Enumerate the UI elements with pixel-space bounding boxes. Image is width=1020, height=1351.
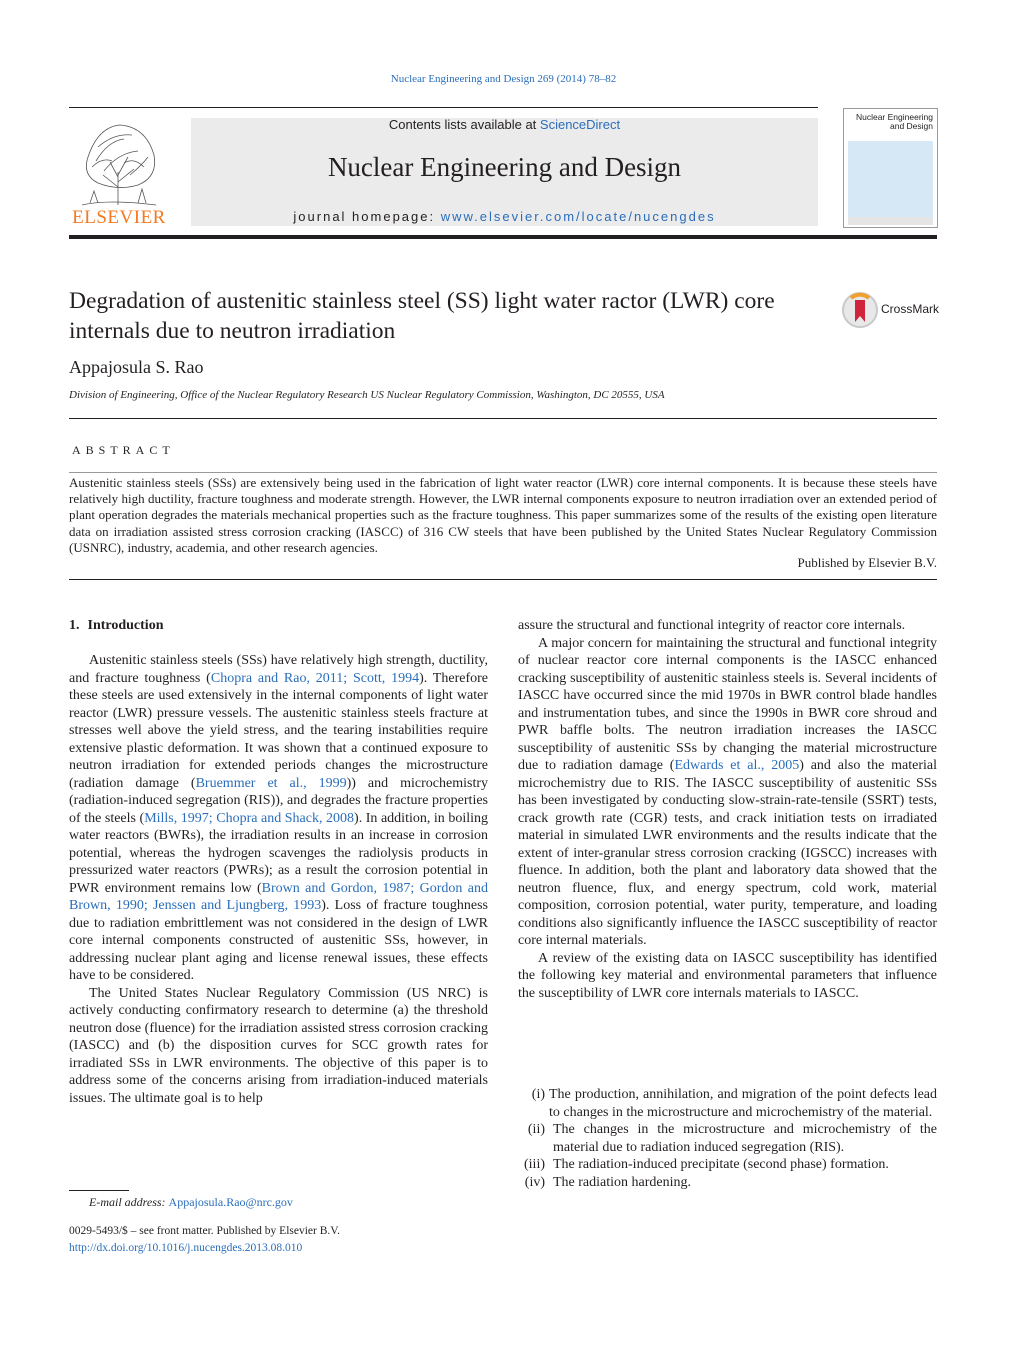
- list-number: (iv): [524, 1174, 545, 1190]
- paragraph: [518, 635, 937, 950]
- list-number: (iii): [524, 1157, 545, 1172]
- author-name: Appajosula S. Rao: [69, 357, 204, 377]
- footnote-rule: [69, 1190, 129, 1191]
- parameter-list: [518, 1086, 937, 1191]
- crossmark-badge[interactable]: [841, 290, 941, 330]
- list-number: (ii): [527, 1122, 545, 1137]
- list-text: The production, annihilation, and migration of the point defects lead to changes in the microstructure and microchemistry of the material.: [549, 1087, 937, 1120]
- citation-link[interactable]: Edwards et al., 2005: [674, 758, 800, 773]
- journal-cover-thumbnail: [843, 108, 938, 228]
- published-by: Published by Elsevier B.V.: [797, 555, 937, 570]
- text-run: A major concern for maintaining the structural and functional integrity of nuclear reactor core internal components is the IASCC enhanced cracking susceptibility of austenitic stainless steels is. Several incidents of IASCC have occurred since the mid 1970s in BWR control blade handles and instrumentation tubes, and since the 1990s in BWR core shroud and PWR baffle bolts. The neutron irradiation increases the IASCC susceptibility of austenitic SSs by changing the material microstructure due to radiation damage (: [518, 635, 937, 773]
- text-run: ). In addition, in boiling water reactors (BWRs), the irradiation results in an increase in corrosion potential, whereas the hydrogen scavenges the radiolysis products in pressurized water reactors (PWRs); as a result the corrosion potential in PWR environment remains low (: [69, 810, 489, 896]
- paragraph: assure the structural and functional integrity of reactor core internals.: [518, 618, 906, 633]
- cover-graphic: [848, 141, 933, 217]
- text-run: Austenitic stainless steels (SSs) have relatively high strength, ductility, and fracture toughness (: [69, 653, 488, 686]
- paragraph: [69, 652, 488, 985]
- contents-prefix: Contents lists available at: [388, 117, 540, 132]
- homepage-label: journal homepage:: [293, 209, 441, 224]
- crossmark-icon: [841, 290, 879, 330]
- left-column: [69, 652, 488, 1107]
- list-text: The radiation hardening.: [553, 1174, 692, 1190]
- sciencedirect-link[interactable]: ScienceDirect: [539, 117, 621, 132]
- list-item: [518, 1086, 937, 1121]
- contents-line: [191, 117, 818, 132]
- issn-line: 0029-5493/$ – see front matter. Published by Elsevier B.V.: [69, 1225, 340, 1237]
- doi-link[interactable]: http://dx.doi.org/10.1016/j.nucengdes.2013.08.010: [69, 1242, 303, 1254]
- cover-footer: [848, 217, 933, 225]
- text-run: )) and microchemistry (radiation-induced segregation (RIS)), and degrades the fracture properties of the steels (: [69, 775, 488, 826]
- paragraph: A review of the existing data on IASCC susceptibility has identified the following key material and environmental parameters that influence the susceptibility of LWR core internals materials to IASCC.: [518, 950, 937, 1001]
- abstract-head-rule: [69, 472, 937, 473]
- abstract-bottom-rule: [69, 579, 937, 580]
- abstract-top-rule: [69, 418, 937, 419]
- section-number: 1.: [69, 618, 80, 633]
- paragraph: The United States Nuclear Regulatory Commission (US NRC) is actively conducting confirmatory research to determine (a) the threshold neutron dose (fluence) for the irradiation assisted stress corrosion cracking (IASCC) and (b) the disposition curves for SCC growth rates for irradiated SSs in LWR environments. The objective of this paper is to address some of the concerns arising from irradiation-induced materials issues. The ultimate goal is to help: [69, 985, 488, 1106]
- abstract-text: Austenitic stainless steels (SSs) are extensively being used in the fabrication of light water reactor (LWR) core internal components. It is because these steels have relatively high ductility, fracture toughness and moderate strength. However, the LWR internal components exposure to neutron irradiation over an extended period of plant operation degrades the materials mechanical properties such as the fracture toughness. This paper summarizes some of the results of the existing open literature data on irradiation assisted stress corrosion cracking (IASCC) of 316 CW steels that have been published by the United States Nuclear Regulatory Commission (USNRC), industry, academia, and other research agencies.: [69, 475, 937, 555]
- right-column: [518, 617, 937, 1002]
- author-email: [89, 1195, 293, 1210]
- text-run: ) and also the material microchemistry due to RIS. The IASCC susceptibility of austenitic SSs has been investigated by conducting slow-strain-rate-tensile (SSRT) tests, crack growth rate (CGR) tests, and crack initiation tests on irradiated material in simulated LWR environments and the results indicate that the extent of inter-granular stress corrosion cracking (IGSCC) increases with fluence. In addition, both the plant and laboratory data showed that the neutron fluence, flux, and energy spectrum, cold work, material composition, corrosion potential, water purity, temperature, and loading conditions also significantly influence the IASCC susceptibility of reactor core internal materials.: [518, 758, 937, 948]
- article-title: Degradation of austenitic stainless steel (SS) light water ractor (LWR) core internals due to neutron irradiation: [69, 288, 775, 344]
- list-item: [518, 1174, 937, 1192]
- text-run: ). Therefore these steels are used extensively in the internal components of light water reactor (LWR) pressure vessels. The austenitic stainless steels fracture at stresses well above the yield stress, and the tearing instabilities require extensive plastic deformation. It was shown that a continued exposure to neutron irradiation for extended periods changes the microstructure (radiation damage (: [69, 670, 488, 791]
- section-heading: [69, 618, 163, 634]
- email-label: E-mail address:: [89, 1195, 169, 1209]
- citation-link[interactable]: Bruemmer et al., 1999: [195, 775, 347, 791]
- list-item: [518, 1156, 937, 1174]
- list-number: (i): [531, 1087, 545, 1102]
- email-link[interactable]: Appajosula.Rao@nrc.gov: [168, 1195, 293, 1209]
- text-run: ). Loss of fracture toughness due to radiation embrittlement was not considered in the design of LWR core internal components constructed of austenitic SSs, however, in addressing nuclear plant aging and license renewal issues, these effects have to be considered.: [69, 898, 488, 983]
- section-title: Introduction: [87, 618, 164, 633]
- citation-link[interactable]: Chopra and Rao, 2011; Scott, 1994: [210, 670, 420, 686]
- list-item: [518, 1121, 937, 1156]
- author-affiliation: Division of Engineering, Office of the Nuclear Regulatory Research US Nuclear Regulatory Commission, Washington, DC 20555, USA: [69, 389, 665, 401]
- crossmark-label: CrossMark: [881, 302, 940, 316]
- homepage-link[interactable]: www.elsevier.com/locate/nucengdes: [440, 209, 716, 224]
- cover-title: Nuclear Engineering and Design: [855, 112, 933, 131]
- list-text: The changes in the microstructure and microchemistry of the material due to radiation induced segregation (RIS).: [553, 1122, 937, 1155]
- citation-link[interactable]: Brown and Gordon, 1987; Gordon and Brown, 1990; Jenssen and Ljungberg, 1993: [69, 880, 488, 913]
- journal-title: Nuclear Engineering and Design: [327, 152, 682, 182]
- elsevier-wordmark: ELSEVIER: [72, 207, 166, 228]
- journal-citation[interactable]: Nuclear Engineering and Design 269 (2014) 78–82: [390, 73, 617, 85]
- list-text: The radiation-induced precipitate (second phase) formation.: [553, 1157, 889, 1172]
- header-thick-rule: [69, 235, 937, 239]
- journal-homepage: [191, 209, 818, 224]
- abstract-heading: ABSTRACT: [72, 443, 175, 457]
- citation-link[interactable]: Mills, 1997; Chopra and Shack, 2008: [144, 810, 355, 826]
- header-top-rule: [69, 107, 818, 108]
